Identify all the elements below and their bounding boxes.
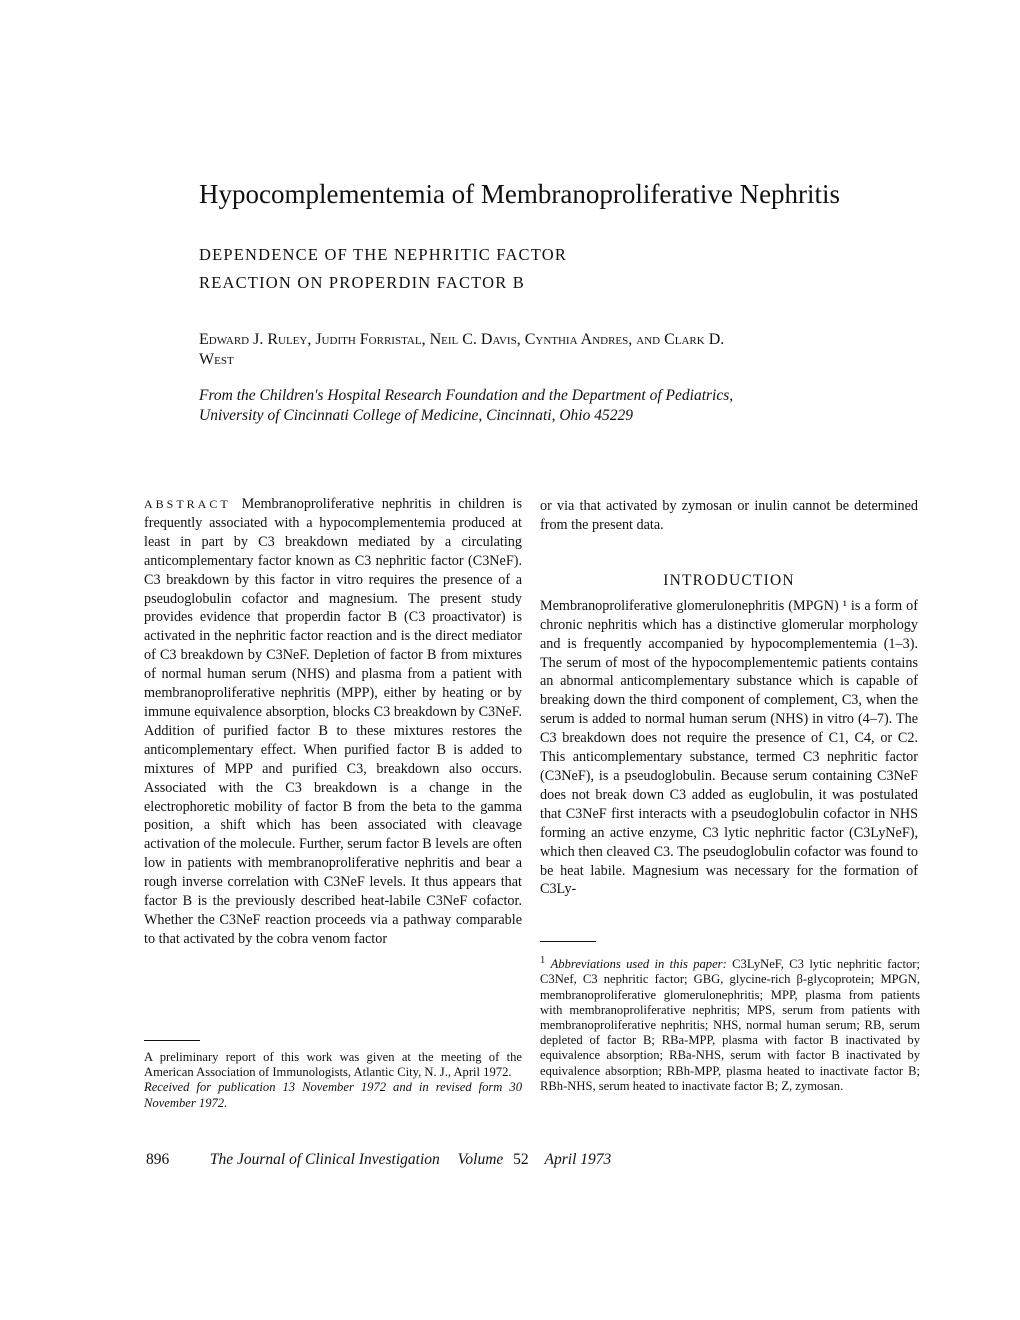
introduction-text: Membranoproliferative glomerulonephritis (MPGN) ¹ is a form of chronic nephritis which has a distinctive glomerular morphology and is frequently accompanied by hypocomplementemia (1–3). The serum of most of the hypocomplementemic patients contains an abnormal anticomplementary substance which is capable of breaking down the third component of complement, C3, when the serum is added to normal human serum (NHS) in vitro (4–7). The C3 breakdown does not require the presence of C1, C4, or C2. This anticomplementary substance, termed C3 nephritic factor (C3NeF), is a pseudoglobulin. Because serum containing C3NeF does not break down C3 added as euglobulin, it was postulated that C3NeF first interacts with a pseudoglobulin cofactor in NHS forming an active enzyme, C3 lytic nephritic factor (C3LyNeF), which then cleaved C3. The pseudoglobulin cofactor was found to be heat labile. Magnesium was necessary for the formation of C3Ly- xyxy=(540,597,918,898)
page-number: 896 xyxy=(146,1151,170,1168)
right-column xyxy=(540,497,918,899)
journal-name: The Journal of Clinical Investigation xyxy=(209,1151,440,1168)
volume-number: 52 xyxy=(513,1151,529,1168)
article-subtitle-line-2: REACTION ON PROPERDIN FACTOR B xyxy=(199,273,526,292)
abstract-section xyxy=(144,495,522,949)
abstract-paragraph xyxy=(144,495,522,949)
abbreviations-lead: Abbreviations used in this paper: xyxy=(550,957,727,972)
abbreviations-divider xyxy=(540,941,596,942)
author-affiliation: From the Children's Hospital Research Foundation and the Department of Pediatrics, University of Cincinnati College of Medicine, Cincinnati, Ohio 45229 xyxy=(199,387,734,424)
issue-date: April 1973 xyxy=(544,1151,612,1168)
article-notes xyxy=(144,1050,522,1111)
page-footer xyxy=(146,1150,666,1170)
volume-label: Volume xyxy=(457,1151,504,1168)
received-date-note: Received for publication 13 November 1972 and in revised form 30 November 1972. xyxy=(144,1080,522,1110)
abstract-label: ABSTRACT xyxy=(144,497,231,511)
abbreviations-text: C3LyNeF, C3 lytic nephritic factor; C3Nef, C3 nephritic factor; GBG, glycine-rich β-glycoprotein; MPGN, membranoproliferative glomerulonephritis; MPP, plasma from patients with membranoproliferative nephritis; MPS, serum from patients with membranoproliferative nephritis; NHS, normal human serum; RB, serum depleted of factor B; RBa-MPP, plasma with factor B inactivated by equivalence absorption; RBa-NHS, serum with factor B inactivated by equivalence absorption; RBh-MPP, plasma heated to inactivate factor B; RBh-NHS, serum heated to inactivate factor B; Z, zymosan. xyxy=(540,957,920,1093)
abstract-text: Membranoproliferative nephritis in children is frequently associated with a hypocomplementemia produced at least in part by C3 breakdown mediated by a circulating anticomplementary factor known as C3 nephritic factor (C3NeF). C3 breakdown by this factor in vitro requires the presence of a pseudoglobulin cofactor and magnesium. The present study provides evidence that properdin factor B (C3 proactivator) is activated in the nephritic factor reaction and is the direct mediator of C3 breakdown by C3NeF. Depletion of factor B from mixtures of normal human serum (NHS) and plasma from a patient with membranoproliferative nephritis (MPP), either by heating or by immune equivalence absorption, blocks C3 breakdown by C3NeF. Addition of purified factor B to these mixtures restores the anticomplementary effect. When purified factor B is added to mixtures of MPP and purified C3, breakdown also occurs. Associated with the C3 breakdown is a change in the electrophoretic mobility of factor B from the beta to the gamma position, a shift which has been associated with cleavage activation of the molecule. Further, serum factor B levels are often low in patients with membranoproliferative nephritis and bear a rough inverse correlation with C3NeF levels. It thus appears that factor B is the previously described heat-labile C3NeF cofactor. Whether the C3NeF reaction proceeds via a pathway comparable to that activated by the cobra venom factor xyxy=(144,496,523,947)
footnote-divider xyxy=(144,1040,200,1041)
abstract-continuation: or via that activated by zymosan or inulin cannot be determined from the present data. xyxy=(540,498,918,533)
author-list: Edward J. Ruley, Judith Forristal, Neil C. Davis, Cynthia Andres, and Clark D. West xyxy=(199,331,725,368)
article-subtitle-line-1: DEPENDENCE OF THE NEPHRITIC FACTOR xyxy=(199,245,568,264)
preliminary-report-note: A preliminary report of this work was given at the meeting of the American Association of Immunologists, Atlantic City, N. J., April 1972. xyxy=(144,1050,522,1080)
introduction-heading: INTRODUCTION xyxy=(663,571,795,589)
abbreviations-footnote xyxy=(540,953,920,1094)
footnote-marker: 1 xyxy=(540,955,546,966)
article-title: Hypocomplementemia of Membranoproliferative Nephritis xyxy=(199,179,841,209)
